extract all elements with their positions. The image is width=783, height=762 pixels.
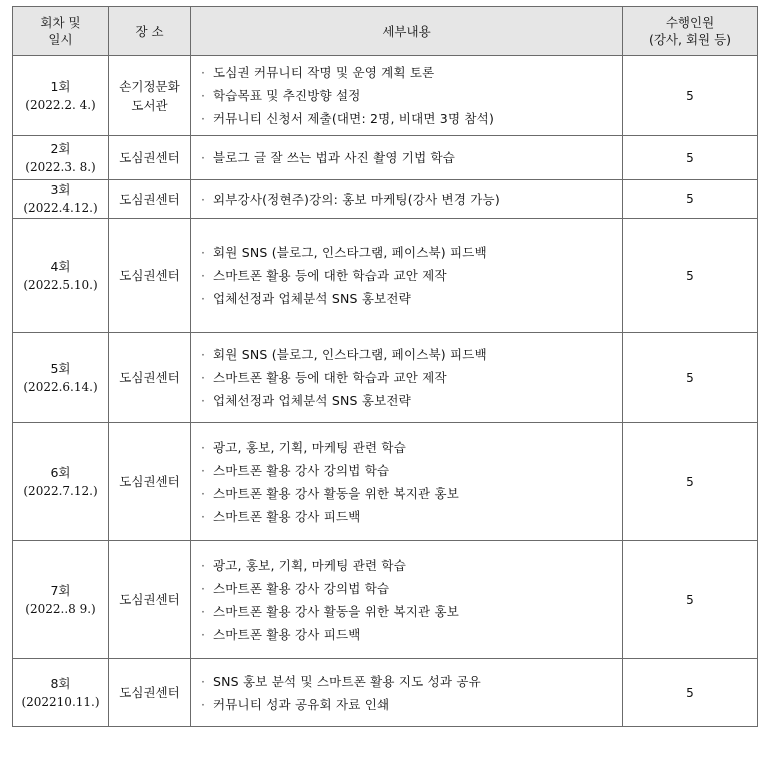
detail-item (201, 436, 616, 459)
bullet-icon: · (201, 370, 206, 385)
session-date: (2022.5.10.) (23, 277, 98, 292)
place-cell (109, 659, 191, 727)
place-text: 도심권센터 (119, 150, 180, 165)
session-label: 4회 (50, 258, 71, 274)
bullet-icon: · (201, 393, 206, 408)
detail-item (201, 482, 616, 505)
place-cell (109, 423, 191, 541)
detail-text: 커뮤니티 신청서 제출(대면: 2명, 비대면 3명 참석) (213, 111, 495, 126)
detail-item (201, 554, 616, 577)
detail-item (201, 505, 616, 528)
session-label: 7회 (50, 582, 71, 598)
detail-text: 스마트폰 활용 등에 대한 학습과 교안 제작 (213, 268, 447, 283)
count-cell: 5 (623, 56, 758, 136)
detail-text: 스마트폰 활용 강사 활동을 위한 복지관 홍보 (213, 603, 459, 619)
detail-item (201, 389, 616, 412)
place-cell (109, 180, 191, 219)
bullet-icon: · (201, 291, 206, 306)
place-text: 도심권센터 (119, 685, 180, 700)
session-label: 6회 (50, 464, 71, 480)
session-cell (13, 180, 109, 219)
bullet-icon: · (201, 696, 206, 712)
detail-text: 커뮤니티 성과 공유회 자료 인쇄 (213, 696, 390, 712)
detail-text: 회원 SNS (블로그, 인스타그램, 페이스북) 피드백 (213, 245, 487, 260)
bullet-icon: · (201, 580, 206, 596)
count-cell: 5 (623, 136, 758, 180)
session-date: (2022.6.14.) (23, 379, 98, 394)
detail-item (201, 146, 616, 169)
detail-item (201, 84, 616, 107)
bullet-icon: · (201, 191, 206, 207)
place-text: 도서관 (131, 97, 168, 113)
detail-cell (191, 136, 623, 180)
session-cell (13, 541, 109, 659)
session-label: 2회 (50, 140, 71, 156)
table-row (13, 333, 758, 423)
detail-text: 업체선정과 업체분석 SNS 홍보전략 (213, 291, 411, 306)
detail-item (201, 577, 616, 600)
detail-item (201, 670, 616, 693)
count-cell: 5 (623, 180, 758, 219)
count-cell: 5 (623, 219, 758, 333)
session-label: 5회 (50, 360, 71, 376)
table-row (13, 180, 758, 219)
detail-text: 스마트폰 활용 강사 피드백 (213, 626, 361, 642)
detail-text: 블로그 글 잘 쓰는 법과 사진 촬영 기법 학습 (213, 150, 456, 165)
table-row (13, 56, 758, 136)
detail-item (201, 343, 616, 366)
bullet-icon: · (201, 603, 206, 619)
table-row (13, 219, 758, 333)
detail-item (201, 61, 616, 84)
session-cell (13, 659, 109, 727)
session-cell (13, 219, 109, 333)
detail-cell (191, 219, 623, 333)
place-cell (109, 541, 191, 659)
bullet-icon: · (201, 88, 206, 103)
session-cell (13, 423, 109, 541)
header-detail: 세부내용 (191, 7, 623, 56)
place-text: 도심권센터 (119, 370, 180, 385)
detail-cell (191, 541, 623, 659)
session-label: 8회 (50, 675, 71, 691)
place-text: 도심권센터 (119, 592, 180, 607)
place-text: 도심권센터 (119, 474, 180, 489)
place-text: 도심권센터 (119, 191, 180, 207)
detail-text: 광고, 홍보, 기획, 마케팅 관련 학습 (213, 557, 406, 573)
detail-text: SNS 홍보 분석 및 스마트폰 활용 지도 성과 공유 (213, 673, 481, 689)
count-cell: 5 (623, 423, 758, 541)
detail-text: 스마트폰 활용 등에 대한 학습과 교안 제작 (213, 370, 447, 385)
detail-item (201, 623, 616, 646)
table-body (13, 56, 758, 727)
detail-item (201, 188, 616, 211)
bullet-icon: · (201, 557, 206, 573)
bullet-icon: · (201, 111, 206, 126)
detail-item (201, 241, 616, 264)
detail-text: 도심권 커뮤니티 작명 및 운영 계획 토론 (213, 65, 435, 80)
detail-cell (191, 423, 623, 541)
header-count: 수행인원 (강사, 회원 등) (623, 7, 758, 56)
detail-text: 회원 SNS (블로그, 인스타그램, 페이스북) 피드백 (213, 347, 487, 362)
detail-cell (191, 333, 623, 423)
detail-item (201, 366, 616, 389)
session-cell (13, 56, 109, 136)
session-date: (202210.11.) (21, 694, 100, 709)
table-row (13, 541, 758, 659)
place-text: 손기정문화 (119, 78, 180, 94)
place-cell (109, 333, 191, 423)
place-cell (109, 136, 191, 180)
table-row (13, 423, 758, 541)
session-date: (2022.7.12.) (23, 483, 98, 498)
bullet-icon: · (201, 245, 206, 260)
bullet-icon: · (201, 347, 206, 362)
detail-item (201, 107, 616, 130)
detail-text: 업체선정과 업체분석 SNS 홍보전략 (213, 393, 411, 408)
detail-text: 스마트폰 활용 강사 강의법 학습 (213, 462, 390, 478)
bullet-icon: · (201, 626, 206, 642)
session-cell (13, 333, 109, 423)
detail-text: 스마트폰 활용 강사 활동을 위한 복지관 홍보 (213, 485, 459, 501)
detail-cell (191, 180, 623, 219)
detail-item (201, 287, 616, 310)
header-place: 장 소 (109, 7, 191, 56)
bullet-icon: · (201, 673, 206, 689)
count-cell: 5 (623, 541, 758, 659)
detail-cell (191, 56, 623, 136)
detail-item (201, 459, 616, 482)
session-cell (13, 136, 109, 180)
detail-text: 광고, 홍보, 기획, 마케팅 관련 학습 (213, 439, 406, 455)
table-row (13, 136, 758, 180)
bullet-icon: · (201, 485, 206, 501)
place-cell (109, 219, 191, 333)
detail-text: 학습목표 및 추진방향 설정 (213, 88, 361, 103)
count-cell: 5 (623, 659, 758, 727)
session-label: 1회 (50, 78, 71, 94)
table-row (13, 659, 758, 727)
detail-item (201, 693, 616, 716)
count-cell: 5 (623, 333, 758, 423)
detail-cell (191, 659, 623, 727)
bullet-icon: · (201, 508, 206, 524)
detail-text: 스마트폰 활용 강사 피드백 (213, 508, 361, 524)
detail-item (201, 600, 616, 623)
session-date: (2022.4.12.) (23, 201, 98, 215)
detail-text: 외부강사(정현주)강의: 홍보 마케팅(강사 변경 가능) (213, 191, 500, 207)
session-date: (2022.3. 8.) (25, 159, 96, 174)
session-date: (2022..8 9.) (25, 601, 96, 616)
bullet-icon: · (201, 439, 206, 455)
bullet-icon: · (201, 150, 206, 165)
bullet-icon: · (201, 65, 206, 80)
bullet-icon: · (201, 462, 206, 478)
bullet-icon: · (201, 268, 206, 283)
detail-item (201, 264, 616, 287)
place-cell (109, 56, 191, 136)
session-label: 3회 (50, 182, 71, 197)
place-text: 도심권센터 (119, 268, 180, 283)
session-date: (2022.2. 4.) (25, 97, 96, 112)
community-activity-table (12, 6, 758, 727)
header-session: 회차 및 일시 (13, 7, 109, 56)
table-header-row (13, 7, 758, 56)
detail-text: 스마트폰 활용 강사 강의법 학습 (213, 580, 390, 596)
